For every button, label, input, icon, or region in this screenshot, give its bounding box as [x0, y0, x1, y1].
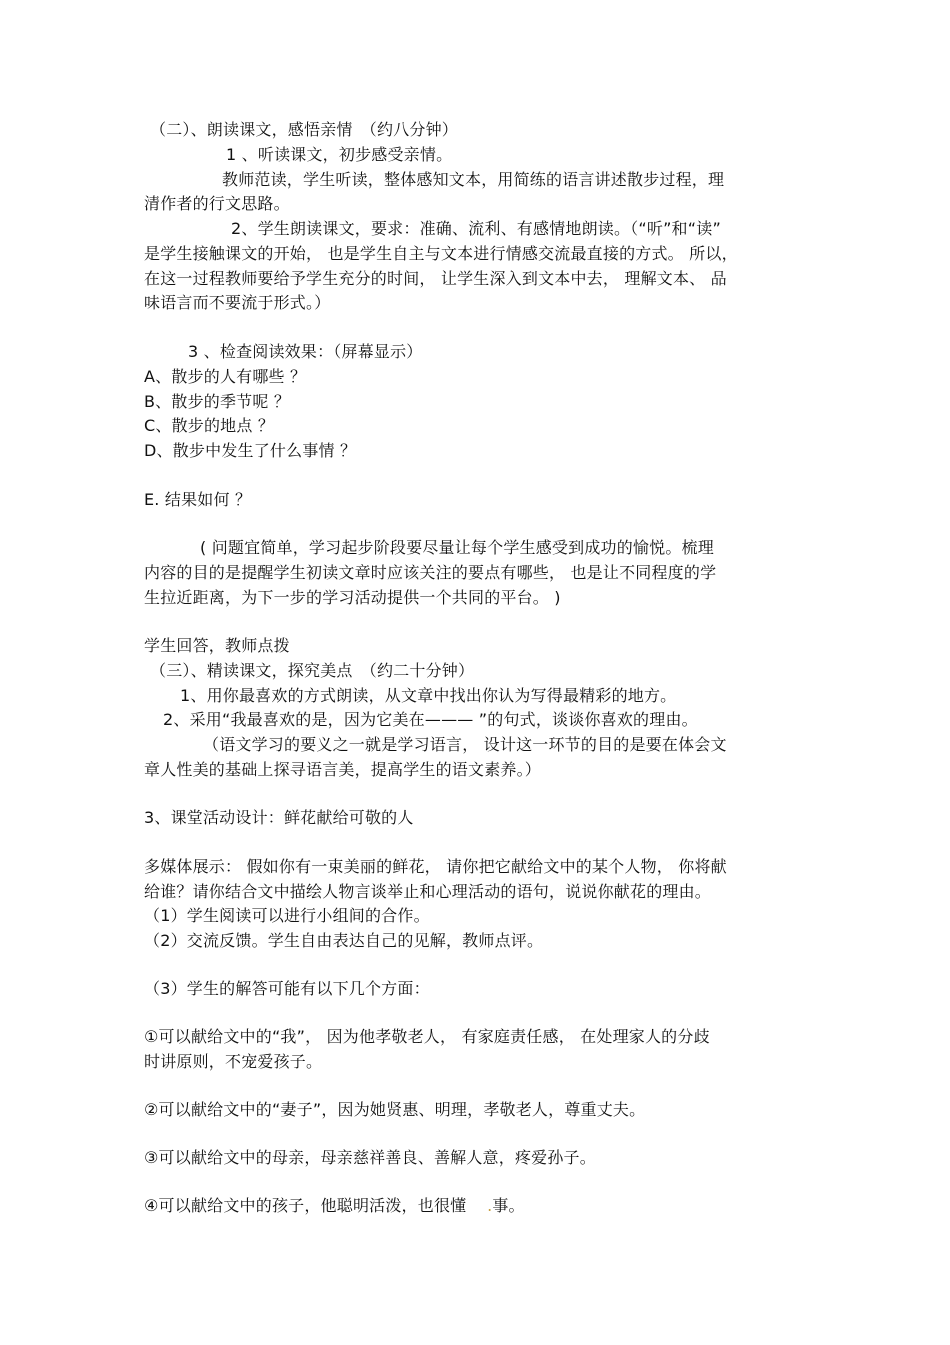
answer-item — [144, 1194, 525, 1218]
section-heading-3: （三）、精读课文，探究美点 （约二十分钟） — [150, 661, 475, 680]
paragraph-line: 3 、检查阅读效果：（屏幕显示） — [188, 342, 423, 361]
list-item: （3）学生的解答可能有以下几个方面： — [144, 979, 430, 998]
list-item: B、散步的季节呢 ？ — [144, 392, 291, 411]
list-item: （2）交流反馈。学生自由表达自己的见解，教师点评。 — [144, 931, 544, 950]
list-item: D、散步中发生了什么事情 ？ — [144, 441, 357, 460]
list-item: E. 结果如何 ？ — [144, 490, 252, 509]
answer-item: ③可以献给文中的母亲，母亲慈祥善良、善解人意，疼爱孙子。 — [144, 1148, 596, 1167]
paragraph-line: 章人性美的基础上探寻语言美，提高学生的语文素养。） — [144, 760, 542, 779]
list-item: A、散步的人有哪些 ？ — [144, 367, 307, 386]
stray-mark: . — [487, 1196, 493, 1215]
paragraph-line: 是学生接触课文的开始， 也是学生自主与文本进行情感交流最直接的方式。 所以， — [144, 244, 738, 263]
list-item: （1）学生阅读可以进行小组间的合作。 — [144, 906, 430, 925]
paragraph-line: 内容的目的是提醒学生初读文章时应该关注的要点有哪些， 也是让不同程度的学 — [144, 563, 717, 582]
section-heading-2: （二）、朗读课文，感悟亲情 （约八分钟） — [150, 120, 459, 139]
answer-text-end: 事。 — [492, 1196, 525, 1215]
paragraph-line: 给谁？请你结合文中描绘人物言谈举止和心理活动的语句，说说你献花的理由。 — [144, 882, 712, 901]
list-item: C、散步的地点 ？ — [144, 416, 275, 435]
paragraph-line: 生拉近距离，为下一步的学习活动提供一个共同的平台。 ) — [144, 588, 561, 607]
paragraph-line: ( 问题宜简单，学习起步阶段要尽量让每个学生感受到成功的愉悦。梳理 — [200, 538, 714, 557]
paragraph-line: 在这一过程教师要给予学生充分的时间， 让学生深入到文本中去， 理解文本、 品 — [144, 269, 727, 288]
answer-item: ②可以献给文中的“妻子”，因为她贤惠、明理，孝敬老人，尊重丈夫。 — [144, 1100, 646, 1119]
paragraph-line: （语文学习的要义之一就是学习语言， 设计这一环节的目的是要在体会文 — [203, 735, 727, 754]
paragraph-line: 学生回答，教师点拨 — [144, 636, 290, 655]
paragraph-line: 1 、听读课文，初步感受亲情。 — [226, 145, 453, 164]
paragraph-line: 2、采用“我最喜欢的是，因为它美在——— ”的句式，谈谈你喜欢的理由。 — [163, 710, 698, 729]
paragraph-line: 1、用你最喜欢的方式朗读，从文章中找出你认为写得最精彩的地方。 — [180, 686, 677, 705]
paragraph-line: 2、学生朗读课文，要求：准确、流利、有感情地朗读。（“听”和“读” — [231, 219, 721, 238]
answer-item: 时讲原则，不宠爱孩子。 — [144, 1052, 323, 1071]
answer-item: ①可以献给文中的“我”， 因为他孝敬老人， 有家庭责任感， 在处理家人的分歧 — [144, 1027, 710, 1046]
paragraph-line: 味语言而不要流于形式。） — [144, 293, 331, 312]
paragraph-line: 清作者的行文思路。 — [144, 194, 290, 213]
paragraph-line: 3、课堂活动设计：鲜花献给可敬的人 — [144, 808, 414, 827]
answer-text: ④可以献给文中的孩子，他聪明活泼，也很懂 — [144, 1196, 467, 1215]
paragraph-line: 多媒体展示： 假如你有一束美丽的鲜花， 请你把它献给文中的某个人物， 你将献 — [144, 857, 727, 876]
paragraph-line: 教师范读，学生听读，整体感知文本，用简练的语言讲述散步过程，理 — [222, 170, 725, 189]
